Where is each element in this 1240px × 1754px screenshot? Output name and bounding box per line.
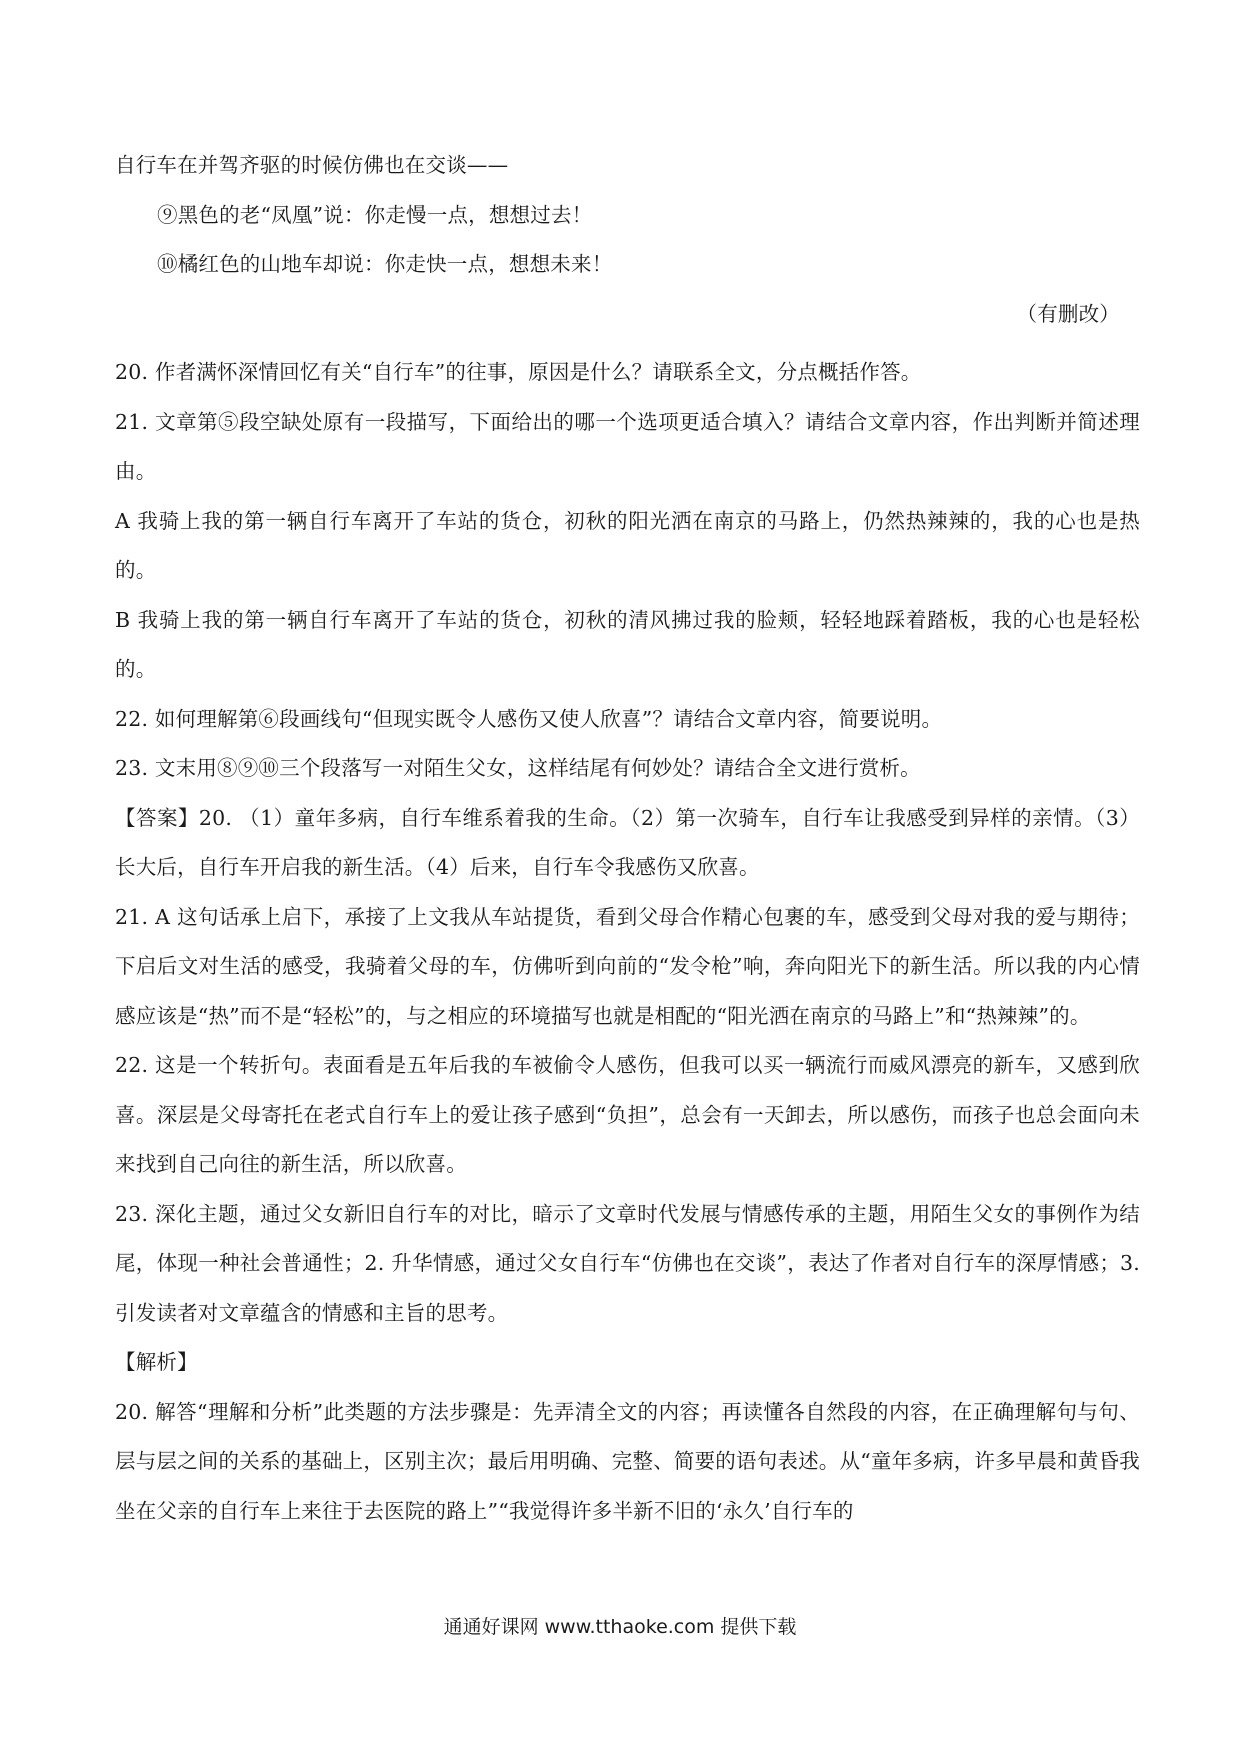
source-note: （有删改） [1016, 301, 1120, 326]
question-21: 21. 文章第⑤段空缺处原有一段描写，下面给出的哪一个选项更适合填入？请结合文章内容，作出判断并简述理由。 [115, 409, 1140, 483]
story-line: ⑩橘红色的山地车却说：你走快一点，想想未来！ [157, 252, 613, 276]
option-a: A 我骑上我的第一辆自行车离开了车站的货仓，初秋的阳光洒在南京的马路上，仍然热辣辣的，我的心也是热的。 [115, 508, 1140, 582]
analysis-heading: 【解析】 [115, 1350, 198, 1374]
question-20: 20. 作者满怀深情回忆有关“自行车”的往事，原因是什么？请联系全文，分点概括作答。 [115, 360, 922, 384]
analysis-20: 20. 解答“理解和分析”此类题的方法步骤是：先弄清全文的内容；再读懂各自然段的内容，在正确理解句与句、层与层之间的关系的基础上，区别主次；最后用明确、完整、简要的语句表述。从“童年多病，许多早晨和黄昏我坐在父亲的自行车上来往于去医院的路上”“我觉得许多半新不旧的‘永久’自行车的 [115, 1399, 1140, 1523]
answer-21: 21. A 这句话承上启下，承接了上文我从车站提货，看到父母合作精心包裹的车，感受到父母对我的爱与期待；下启后文对生活的感受，我骑着父母的车，仿佛听到向前的“发令枪”响，奔向阳光下的新生活。所以我的内心情感应该是“热”而不是“轻松”的，与之相应的环境描写也就是相配的“阳光洒在南京的马路上”和“热辣辣”的。 [115, 904, 1140, 1028]
answer-23: 23. 深化主题，通过父女新旧自行车的对比，暗示了文章时代发展与情感传承的主题，用陌生父女的事例作为结尾，体现一种社会普通性；2. 升华情感，通过父女自行车“仿佛也在交谈”，表达了作者对自行车的深厚情感；3. 引发读者对文章蕴含的情感和主旨的思考。 [115, 1201, 1140, 1325]
document-body [115, 150, 1140, 1536]
story-line: ⑨黑色的老“凤凰”说：你走慢一点，想想过去！ [157, 202, 593, 227]
question-22: 22. 如何理解第⑥段画线句“但现实既令人感伤又使人欣喜”？请结合文章内容，简要说明。 [115, 706, 943, 731]
question-23: 23. 文末用⑧⑨⑩三个段落写一对陌生父女，这样结尾有何妙处？请结合全文进行赏析。 [115, 756, 921, 780]
answer-22: 22. 这是一个转折句。表面看是五年后我的车被偷令人感伤，但我可以买一辆流行而威风漂亮的新车，又感到欣喜。深层是父母寄托在老式自行车上的爱让孩子感到“负担”，总会有一天卸去，所以感伤，而孩子也总会面向未来找到自己向往的新生活，所以欣喜。 [115, 1053, 1140, 1176]
answer-20: 【答案】20. （1）童年多病，自行车维系着我的生命。（2）第一次骑车，自行车让我感受到异样的亲情。（3）长大后，自行车开启我的新生活。（4）后来，自行车令我感伤又欣喜。 [115, 805, 1140, 879]
story-line: 自行车在并驾齐驱的时候仿佛也在交谈—— [115, 153, 509, 177]
option-b: B 我骑上我的第一辆自行车离开了车站的货仓，初秋的清风拂过我的脸颊，轻轻地踩着踏板，我的心也是轻松的。 [115, 607, 1140, 681]
page-footer: 通通好课网 www.tthaoke.com 提供下载 [443, 1616, 797, 1638]
